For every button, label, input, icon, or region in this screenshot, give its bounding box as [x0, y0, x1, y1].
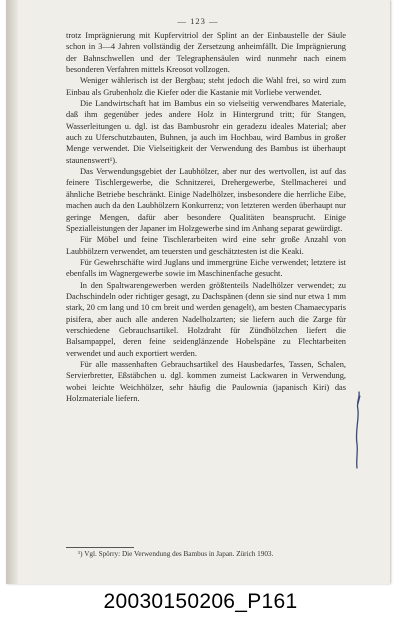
scanned-page	[6, 0, 390, 584]
footnote-rule	[66, 547, 134, 548]
body-text	[66, 30, 346, 404]
margin-pencil-mark	[350, 390, 364, 470]
footnote: ¹) Vgl. Spörry: Die Verwendung des Bambus in Japan. Zürich 1903.	[78, 550, 274, 558]
page-number: — 123 —	[177, 16, 219, 26]
page-spine-shadow	[6, 0, 18, 584]
paragraph: Das Verwendungsgebiet der Laubhölzer, aber nur des wertvollen, ist auf das feinere Tischlergewerbe, die Schnitzerei, Drehergewerbe, Stellmacherei und ähnliche Betriebe beschränkt. Einige Nadelhölzer, insbesondere die herrliche Eibe, machen auch da den Laubhölzern Konkurrenz; von letzteren werden überhaupt nur geringe Mengen, dafür aber besondere Qualitäten beansprucht. Einige Spezialleistungen der Japaner im Holzgewerbe sind im Anhang separat gewürdigt.	[66, 167, 346, 233]
paragraph: Weniger wählerisch ist der Bergbau; steht jedoch die Wahl frei, so wird zum Einbau als Grubenholz die Kiefer oder die Kastanie mit Vorliebe verwendet.	[66, 76, 346, 97]
paragraph: trotz Imprägnierung mit Kupfervitriol der Splint an der Einbaustelle der Säule schon in 3—4 Jahren vollständig der Zersetzung anheimfällt. Die Imprägnierung der Bahnschwellen und der Telegraphensäulen wird nunmehr nach einem besonderen Verfahren mittels Kreosot vollzogen.	[66, 31, 346, 75]
paragraph: Für Möbel und feine Tischlerarbeiten wird eine sehr große Anzahl von Laubhölzern verwendet, am teuersten und geschätztesten ist die Keaki.	[66, 235, 346, 256]
paragraph: Für Gewehrschäfte wird Juglans und immergrüne Eiche verwendet; letztere ist ebenfalls im Wagnergewerbe sowie im Maschinenfache gesucht.	[66, 257, 346, 279]
scan-caption: 20030150206_P161	[103, 590, 298, 613]
paragraph: In den Spaltwarengewerben werden größtenteils Nadelhölzer verwendet; zu Dachschindeln oder richtiger gesagt, zu Dachspänen (denn sie sind nur etwa 1 mm stark, 20 cm lang und 10 cm breit und werden genagelt), am besten Chamaecyparis pisifera, aber auch alle anderen Nadelholzarten; sie liefern auch die Zarge für verschiedene Gebrauchsartikel. Holzdraht für Zündhölzchen liefert die Balsampappel, deren feine seidenglänzende Hobelspäne zu Flechtarbeiten verwendet und auch exportiert werden.	[66, 280, 346, 358]
paragraph: Die Landwirtschaft hat im Bambus ein so vielseitig verwendbares Materiale, daß ihm gegenüber jedes andere Holz in Hintergrund tritt; für Stangen, Wasserleitungen u. dgl. ist das Bambusrohr ein geradezu ideales Material; aber auch zu Uferschutzbauten, Buhnen, ja auch im Hochbau, wird Bambus in großer Menge verwendet. Die Vielseitigkeit der Verwendung des Bambus ist überhaupt staunenswert¹).	[66, 99, 346, 165]
paragraph: Für alle massenhaften Gebrauchsartikel des Hausbedarfes, Tassen, Schalen, Servierbretter, Eßstäbchen u. dgl. kommen zumeist Lackwaren in Verwendung, wobei leichte Weichhölzer, sehr häufig die Paulownia (japanisch Kiri) das Holzmateriale liefern.	[66, 359, 346, 403]
